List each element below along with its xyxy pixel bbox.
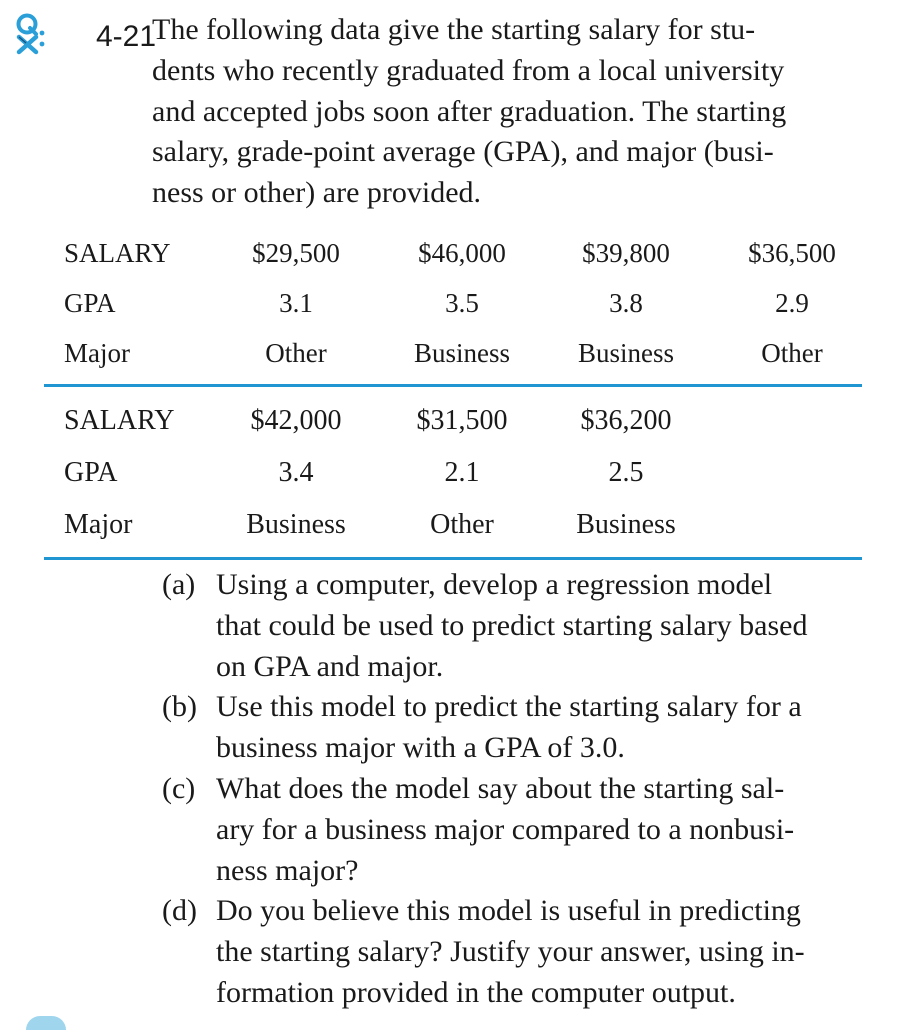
problem-number: 4-21 xyxy=(96,20,157,53)
row-label: SALARY xyxy=(64,238,171,268)
major-value: Business xyxy=(576,509,676,540)
problem-intro xyxy=(152,10,888,214)
row-label: GPA xyxy=(64,288,116,318)
margin-mark xyxy=(26,1016,66,1030)
table-bottom-rule xyxy=(44,557,862,560)
intro-line: and accepted jobs soon after graduation. The starting xyxy=(152,94,787,128)
gpa-value: 2.9 xyxy=(775,288,809,318)
major-value: Other xyxy=(265,338,327,368)
row-label: GPA xyxy=(64,457,118,488)
question-line: Use this model to predict the starting salary for a xyxy=(216,690,802,724)
data-table xyxy=(44,228,862,568)
question-line: business major with a GPA of 3.0. xyxy=(216,731,625,765)
intro-line: dents who recently graduated from a local university xyxy=(152,53,785,87)
question-label: (c) xyxy=(162,771,196,805)
major-value: Other xyxy=(430,509,494,540)
major-value: Business xyxy=(577,338,675,368)
gpa-row xyxy=(44,278,862,328)
qx-icon xyxy=(14,12,58,56)
salary-row xyxy=(44,395,862,447)
salary-value: $36,500 xyxy=(748,238,836,268)
row-label: SALARY xyxy=(64,405,175,436)
salary-row xyxy=(44,228,862,278)
table-divider xyxy=(44,384,862,387)
salary-value: $42,000 xyxy=(250,405,342,436)
intro-line: The following data give the starting salary for stu- xyxy=(152,13,756,46)
gpa-value: 3.8 xyxy=(609,288,643,318)
question-line: ary for a business major compared to a nonbusi- xyxy=(216,812,795,846)
major-row xyxy=(44,499,862,551)
gpa-value: 3.1 xyxy=(279,288,313,318)
question-line: Using a computer, develop a regression model xyxy=(216,568,773,601)
question-line: What does the model say about the starting sal- xyxy=(216,771,785,805)
gpa-row xyxy=(44,447,862,499)
major-value: Business xyxy=(413,338,511,368)
salary-value: $36,200 xyxy=(580,405,672,436)
question-line: on GPA and major. xyxy=(216,649,444,683)
data-block-1 xyxy=(44,228,862,378)
data-block-2 xyxy=(44,395,862,551)
gpa-value: 2.5 xyxy=(608,457,644,488)
salary-value: $29,500 xyxy=(252,238,340,268)
major-value: Other xyxy=(761,338,823,368)
question-line: Do you believe this model is useful in predicting xyxy=(216,894,801,928)
question-label: (b) xyxy=(162,690,197,724)
gpa-value: 3.5 xyxy=(445,288,479,318)
question-d xyxy=(162,891,902,1013)
gpa-value: 3.4 xyxy=(278,457,314,488)
question-line: that could be used to predict starting salary based xyxy=(216,608,808,642)
question-list xyxy=(162,565,902,1014)
major-value: Business xyxy=(246,509,346,540)
intro-line: salary, grade-point average (GPA), and major (busi- xyxy=(152,135,774,169)
question-label: (a) xyxy=(162,568,196,601)
row-label: Major xyxy=(64,509,133,540)
question-a xyxy=(162,565,902,687)
question-label: (d) xyxy=(162,894,197,928)
question-c xyxy=(162,769,902,891)
question-line: formation provided in the computer output. xyxy=(216,975,736,1009)
salary-value: $39,800 xyxy=(582,238,670,268)
salary-value: $31,500 xyxy=(416,405,508,436)
question-line: the starting salary? Justify your answer, using in- xyxy=(216,935,805,969)
intro-line: ness or other) are provided. xyxy=(152,176,482,210)
question-b xyxy=(162,687,902,769)
row-label: Major xyxy=(64,338,130,368)
major-row xyxy=(44,328,862,378)
salary-value: $46,000 xyxy=(418,238,506,268)
question-line: ness major? xyxy=(216,853,359,887)
gpa-value: 2.1 xyxy=(444,457,480,488)
